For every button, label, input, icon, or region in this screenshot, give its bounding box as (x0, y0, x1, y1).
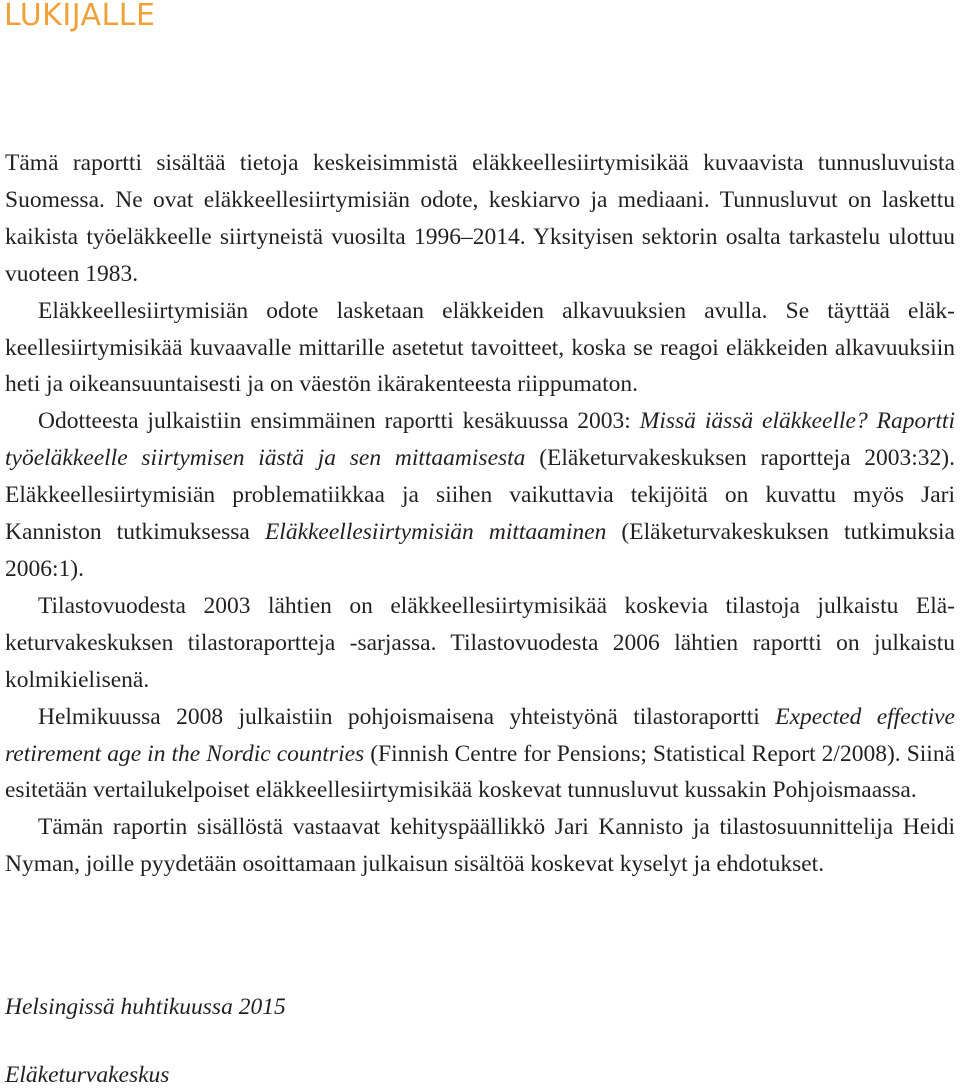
publication-title: Missä iässä eläkkeelle? Raportti työeläkkeelle siirtymisen iästä ja sen mittaamisesta (5, 408, 955, 472)
paragraph-text: (Eläketurvakeskuksen tutkimuksia 2006:1). (5, 519, 955, 582)
paragraph-text: Tilastovuodesta 2003 lähtien on eläkkeellesiirtymisikää koskevia tilastoja julkaistu Eläketurvakeskuksen tilastoraportteja -sarjassa. Tilastovuodesta 2006 lähtien raportti on julkaistu kolmikielisenä. (5, 592, 955, 693)
paragraph-text: Eläkkeellesiirtymisiän odote lasketaan eläkkeiden alkavuuksien avulla. Se täyttää eläkkeellesiirtymisikää kuvaavalle mittarille asetetut tavoitteet, koska se reagoi eläkkeiden alkavuuksiin heti ja oikeansuuntaisesti ja on väestön ikärakenteesta riippumaton. (5, 297, 955, 398)
publication-title: Expected effective retirement age in the Nordic countries (5, 703, 955, 767)
paragraph-text: Tämä raportti sisältää tietoja keskeisimmistä eläkkeellesiirtymisikää kuvaavista tunnusluvuista Suomessa. Ne ovat eläkkeellesiirtymisiän odote, keskiarvo ja mediaani. Tunnusluvut on laskettu kaikista työeläkkeelle siirtyneistä vuosilta 1996–2014. Yksityisen sektorin osalta tarkastelu ulottuu vuoteen 1983. (5, 150, 955, 287)
paragraph-text: Tämän raportin sisällöstä vastaavat kehityspäällikkö Jari Kannisto ja tilastosuunnittelija Heidi Nyman, joille pyydetään osoittamaan julkaisun sisältöä koskevat kyselyt ja ehdotukset. (5, 814, 955, 878)
publication-title: Eläkkeellesiirtymisiän mittaaminen (264, 519, 607, 546)
paragraph-text: (Finnish Centre for Pensions; Statistical Report 2/2008). Siinä esitetään vertailukelpoiset eläkkeellesiirtymisikää koskevat tunnusluvut kussakin Pohjoismaassa. (5, 740, 955, 804)
paragraph-text: Helmikuussa 2008 julkaistiin pohjoismaisena yhteistyönä tilastoraportti (38, 703, 776, 730)
paragraph-text: (Eläketurvakeskuksen raportteja 2003:32). Eläkkeellesiirtymisiän problematiikkaa ja siihen vaikuttavia tekijöitä on kuvattu myös Jari Kanniston tutkimuksessa (5, 445, 955, 546)
page-title: LUKIJALLE (4, 0, 156, 33)
paragraph-6 (5, 809, 955, 883)
paragraph-1 (5, 145, 955, 293)
signature-organization: Eläketurvakeskus (5, 1062, 170, 1088)
paragraph-4 (5, 588, 955, 699)
paragraph-2 (5, 293, 955, 404)
foreword-body (5, 145, 955, 883)
paragraph-text: Odotteesta julkaistiin ensimmäinen raportti kesäkuussa 2003: (38, 408, 640, 435)
paragraph-5 (5, 699, 955, 810)
signature-place-date: Helsingissä huhtikuussa 2015 (5, 994, 286, 1020)
paragraph-3 (5, 403, 955, 588)
